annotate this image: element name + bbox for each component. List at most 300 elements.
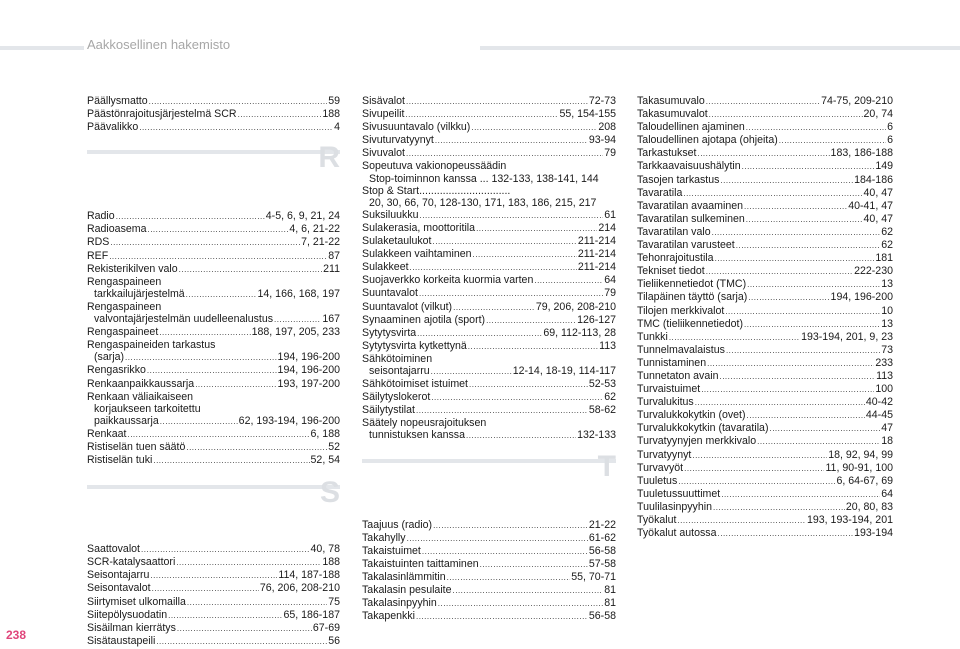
- index-term: paikkaussarja: [94, 414, 159, 427]
- page-reference: 62: [604, 391, 616, 404]
- dot-leader: [669, 332, 800, 344]
- page-reference: 10: [881, 304, 893, 317]
- index-entry-line: [362, 209, 616, 222]
- index-entry-line: [637, 501, 893, 514]
- dot-leader: [453, 585, 604, 597]
- index-term: tarkkailujärjestelmä: [94, 287, 185, 300]
- index-entry-line: [637, 265, 893, 278]
- dot-leader: [692, 450, 827, 462]
- index-entry: [87, 635, 340, 648]
- dot-leader: [683, 188, 862, 200]
- index-entry-line: [87, 569, 340, 582]
- index-entry: [637, 475, 893, 488]
- index-term: Radio: [87, 210, 115, 223]
- index-term: Säilytyslokerot: [362, 391, 431, 404]
- index-term: Tilapäinen täyttö (sarja): [637, 291, 748, 304]
- index-entry-line: [87, 263, 340, 276]
- dot-leader: [110, 237, 300, 249]
- index-term: korjaukseen tarkoitettu: [94, 402, 201, 415]
- index-term: Tavaratilan varusteet: [637, 239, 735, 252]
- index-entry-line: [362, 545, 616, 558]
- index-entry-line: [362, 274, 616, 287]
- index-entry-line: [362, 160, 616, 172]
- index-term: Tunnelmavalaistus: [637, 343, 725, 356]
- page-reference: 62: [881, 225, 893, 238]
- dot-leader: [160, 416, 238, 428]
- page-reference: 62, 193-194, 196-200: [238, 414, 340, 427]
- page-reference: 113: [876, 369, 893, 382]
- dot-leader: [186, 442, 327, 454]
- index-entry: [637, 121, 893, 134]
- dot-leader: [744, 319, 880, 331]
- index-entry-line: [87, 339, 340, 351]
- dot-leader: [422, 546, 588, 558]
- index-entry: [637, 239, 893, 252]
- index-entry-line: [362, 185, 616, 197]
- index-entry-line: [362, 95, 616, 108]
- header-rule-right: [480, 46, 960, 50]
- page-reference: 11, 90-91, 100: [825, 461, 893, 474]
- index-entry-line: [362, 519, 616, 532]
- index-entry: [362, 378, 616, 391]
- index-entry-line: [87, 391, 340, 403]
- index-term: Turvavyöt: [637, 461, 684, 474]
- index-term: Radioasema: [87, 223, 147, 236]
- dot-leader: [466, 430, 576, 442]
- dot-leader: [712, 227, 881, 239]
- page-reference: 79: [604, 287, 616, 300]
- page-reference: 93-94: [588, 134, 616, 147]
- index-term: (sarja): [94, 351, 125, 364]
- index-entry: [362, 314, 616, 327]
- dot-leader: [721, 489, 880, 501]
- index-entry: [362, 160, 616, 184]
- dot-leader: [179, 264, 322, 276]
- dot-leader: [127, 429, 309, 441]
- index-entry: [637, 357, 893, 370]
- index-entry-line: [637, 488, 893, 501]
- dot-leader: [406, 148, 603, 160]
- page-reference: 188: [322, 108, 340, 121]
- dot-leader: [471, 122, 597, 134]
- index-term: Siirtymiset ulkomailla: [87, 595, 186, 608]
- page-reference: 6: [887, 134, 893, 147]
- dot-leader: [453, 302, 535, 314]
- index-entry: [362, 610, 616, 623]
- index-entry: [637, 200, 893, 213]
- index-entry-line: [637, 174, 893, 187]
- index-entry-line: [362, 391, 616, 404]
- dot-leader: [125, 352, 277, 364]
- index-term: Renkaat: [87, 427, 127, 440]
- index-term: Takaistuinten taittaminen: [362, 557, 479, 570]
- letter-separator: [362, 449, 616, 509]
- dot-leader: [416, 611, 588, 623]
- dot-leader: [678, 476, 835, 488]
- dot-leader: [779, 135, 886, 147]
- index-entry-line: [637, 435, 893, 448]
- index-term: Tavaratilan valo: [637, 225, 711, 238]
- index-entry-line: [637, 305, 893, 318]
- index-entry: [87, 339, 340, 364]
- index-entry-line: [87, 428, 340, 441]
- dot-leader: [159, 327, 250, 339]
- index-entry-line: [637, 252, 893, 265]
- index-term: Tilojen merkkivalot: [637, 304, 725, 317]
- index-entry-line: [637, 213, 893, 226]
- index-entry: [87, 609, 340, 622]
- page-reference: 81: [604, 584, 616, 596]
- section-letter: R: [318, 141, 340, 175]
- separator-rule: [87, 150, 340, 154]
- page-reference: 40-42: [865, 396, 893, 409]
- index-term: Sytytysvirta kytkettynä: [362, 339, 467, 352]
- index-entry: [637, 265, 893, 278]
- dot-leader: [116, 211, 265, 223]
- index-term: Siitepölysuodatin: [87, 608, 168, 621]
- index-entry-line: [637, 278, 893, 291]
- dot-leader: [720, 175, 853, 187]
- section-title: Aakkosellinen hakemisto: [87, 37, 231, 52]
- dot-leader: [177, 623, 312, 635]
- page-reference: 194, 196-200: [277, 364, 340, 377]
- index-term: Tuuletus: [637, 474, 678, 487]
- index-entry: [87, 378, 340, 391]
- index-term: Tehonrajoitustila: [637, 252, 714, 265]
- index-entry: [362, 340, 616, 353]
- index-entry: [362, 404, 616, 417]
- index-term: Sisävalot: [362, 95, 405, 107]
- page-reference: 188: [322, 556, 340, 569]
- index-term: Säilytystilat: [362, 404, 415, 417]
- page-reference: 52, 54: [310, 454, 340, 467]
- index-entry: [637, 331, 893, 344]
- index-term: Tavaratilan sulkeminen: [637, 212, 745, 225]
- index-term: Turvatyynyt: [637, 448, 692, 461]
- page-reference: 211-214: [577, 235, 616, 248]
- index-term: Ristiselän tuen säätö: [87, 440, 186, 453]
- page-reference: 6: [887, 121, 893, 134]
- page-reference: 21-22: [588, 518, 616, 531]
- page-reference: 73: [881, 343, 893, 356]
- page-reference: 194, 196-200: [830, 291, 893, 304]
- index-entry-line: [362, 261, 616, 274]
- dot-leader: [718, 528, 854, 540]
- dot-leader: [709, 109, 863, 121]
- dot-leader: [476, 223, 597, 235]
- page-reference: 56-58: [588, 610, 616, 623]
- index-term: Sivupeilit: [362, 108, 405, 121]
- dot-leader: [156, 636, 327, 648]
- index-entry: [362, 571, 616, 584]
- index-term: Sopeutuva vakionopeussäädin: [362, 160, 507, 173]
- index-entry: [362, 95, 616, 108]
- index-entry-line: [637, 422, 893, 435]
- index-term: Tuulilasinpyyhin: [637, 500, 712, 513]
- index-entry-line: [87, 223, 340, 236]
- page-reference: 44-45: [865, 409, 893, 422]
- index-entry-line: [362, 340, 616, 353]
- dot-leader: [769, 423, 880, 435]
- page-reference: 52-53: [588, 378, 616, 391]
- index-term: Turvalukkokytkin (tavaratila): [637, 422, 769, 435]
- dot-leader: [150, 570, 277, 582]
- dot-leader: [742, 161, 875, 173]
- index-term: SCR-katalysaattori: [87, 556, 176, 569]
- page-reference: 47: [881, 422, 893, 435]
- index-entry-line: [637, 370, 893, 383]
- dot-leader: [420, 210, 604, 222]
- index-entry-line: [637, 449, 893, 462]
- dot-leader: [746, 214, 863, 226]
- index-entry-line: [362, 301, 616, 314]
- index-entry: [87, 95, 340, 108]
- index-term: Tasojen tarkastus: [637, 173, 720, 186]
- index-entry: [637, 370, 893, 383]
- page-reference: 72-73: [588, 95, 616, 107]
- index-entry: [637, 160, 893, 173]
- dot-leader: [473, 249, 577, 261]
- index-entry: [637, 134, 893, 147]
- dot-leader: [416, 405, 588, 417]
- index-term: Rengaspaineen: [87, 275, 162, 288]
- page-reference: 87: [328, 249, 340, 262]
- dot-leader: [725, 306, 880, 318]
- index-entry: [87, 108, 340, 121]
- index-entry: [637, 213, 893, 226]
- index-entry: [637, 291, 893, 304]
- index-term: seisontajarru: [369, 364, 430, 377]
- dot-leader: [744, 201, 847, 213]
- index-entry-line: [637, 409, 893, 422]
- dot-leader: [736, 240, 880, 252]
- index-term: Takalasinlämmitin: [362, 570, 446, 583]
- page-reference: 56-58: [588, 544, 616, 557]
- index-term: Takasumuvalot: [637, 108, 708, 121]
- page-reference: 79: [604, 147, 616, 160]
- index-term: Turvatyynyjen merkkivalo: [637, 435, 757, 448]
- index-term: Työkalut: [637, 514, 677, 526]
- index-term: Päävalikko: [87, 121, 139, 134]
- index-entry-line: [87, 288, 340, 301]
- index-entry-line: [87, 313, 340, 326]
- index-entry-line: [362, 404, 616, 417]
- index-entry-line: [362, 571, 616, 584]
- index-term: Takahylly: [362, 531, 406, 544]
- index-entry-line: [637, 147, 893, 160]
- index-entry: [637, 278, 893, 291]
- page-reference: 211: [323, 262, 340, 275]
- index-entry: [87, 236, 340, 249]
- index-entry-line: [87, 582, 340, 595]
- index-entry-line: [362, 558, 616, 571]
- separator-rule: [87, 485, 340, 489]
- index-entry-line: [87, 441, 340, 454]
- index-term: Taloudellinen ajaminen: [637, 121, 745, 134]
- dot-leader: [447, 572, 571, 584]
- page-reference: 64: [604, 274, 616, 287]
- index-entry-line: [87, 351, 340, 364]
- dot-leader: [195, 379, 276, 391]
- index-term: Rengaspaineen: [87, 300, 162, 313]
- index-term: Sisäilman kierrätys: [87, 621, 176, 634]
- page-reference: 55, 70-71: [571, 570, 616, 583]
- dot-leader: [431, 392, 603, 404]
- index-term: Rengaspaineiden tarkastus: [87, 339, 216, 352]
- index-term: Tekniset tiedot: [637, 265, 705, 278]
- dot-leader: [707, 358, 874, 370]
- index-term: Sähkötoiminen: [362, 352, 433, 365]
- index-entry: [362, 222, 616, 235]
- dot-leader: [469, 379, 588, 391]
- index-entry: [87, 276, 340, 301]
- index-entry-line: [362, 287, 616, 300]
- index-term: Päällysmatto: [87, 95, 148, 107]
- index-term: Takasumuvalo: [637, 95, 705, 107]
- index-entry-line: [637, 357, 893, 370]
- index-term: Tuuletussuuttimet: [637, 487, 721, 500]
- index-entry-line: [637, 187, 893, 200]
- index-term: Taajuus (radio): [362, 518, 433, 531]
- index-entry: [637, 527, 893, 540]
- index-entry: [362, 248, 616, 261]
- dot-leader: [238, 109, 322, 121]
- index-entry-line: [362, 222, 616, 235]
- index-entry: [362, 532, 616, 545]
- page-reference: 40, 78: [310, 543, 340, 556]
- dot-leader: [274, 314, 321, 326]
- index-entry-line: [362, 429, 616, 442]
- index-entry: [362, 287, 616, 300]
- index-entry-line: [362, 108, 616, 121]
- dot-leader: [757, 436, 880, 448]
- page-reference: 4: [334, 121, 340, 134]
- index-term: Sulaketaulukot: [362, 235, 432, 248]
- index-entry-line: [87, 236, 340, 249]
- index-entry-line: [637, 226, 893, 239]
- index-entry: [87, 596, 340, 609]
- index-entry: [637, 187, 893, 200]
- dot-leader: [534, 275, 603, 287]
- index-entry-line: [362, 532, 616, 545]
- index-entry-line: [362, 134, 616, 147]
- index-entry: [362, 147, 616, 160]
- dot-leader: [407, 533, 588, 545]
- index-entry: [87, 622, 340, 635]
- separator-rule: [362, 459, 616, 463]
- page-reference: 126-127: [577, 313, 616, 326]
- index-entry: [637, 396, 893, 409]
- page-reference: 193-194, 201, 9, 23: [801, 330, 893, 343]
- index-entry: [362, 121, 616, 134]
- index-entry-line: [362, 248, 616, 261]
- index-entry-line: [362, 235, 616, 248]
- page-reference: 69, 112-113, 28: [543, 326, 616, 339]
- index-entry-line: [362, 584, 616, 597]
- dot-leader: [695, 397, 865, 409]
- page-reference: 81: [604, 597, 616, 610]
- index-entry: [637, 108, 893, 121]
- index-entry: [87, 582, 340, 595]
- index-entry: [637, 422, 893, 435]
- index-entry-line: [637, 108, 893, 121]
- dot-leader: [748, 292, 829, 304]
- page-reference: 62: [881, 239, 893, 252]
- index-term: Sivuvalot: [362, 147, 405, 160]
- index-entry: [87, 543, 340, 556]
- index-term: Seisontajarru: [87, 569, 150, 582]
- index-term: Suuntavalot (vilkut): [362, 300, 453, 313]
- index-term: Rengasrikko: [87, 364, 146, 377]
- index-entry: [87, 391, 340, 428]
- index-entry: [637, 318, 893, 331]
- index-entry-line: [87, 403, 340, 415]
- dot-leader: [139, 122, 333, 134]
- index-entry-line: [637, 344, 893, 357]
- page-reference: 75: [328, 595, 340, 608]
- page-reference: 65, 186-187: [283, 608, 340, 621]
- page-reference: 6, 188: [310, 427, 340, 440]
- page-reference: 67-69: [312, 621, 340, 634]
- page-reference: 208: [598, 121, 616, 134]
- page-reference: 211-214: [577, 248, 616, 261]
- dot-leader: [176, 557, 321, 569]
- index-entry-line: [87, 364, 340, 377]
- dot-leader: [706, 96, 820, 108]
- dot-leader: [147, 224, 288, 236]
- index-entry-line: [87, 95, 340, 108]
- index-entry: [362, 134, 616, 147]
- index-entry: [362, 185, 616, 209]
- index-term: 20, 30, 66, 70, 128-130, 171, 183, 186, 215, 217: [369, 196, 597, 209]
- dot-leader: [480, 559, 588, 571]
- index-entry-line: [362, 417, 616, 429]
- index-entry-line: [87, 635, 340, 648]
- page-reference: 183, 186-188: [830, 147, 893, 160]
- index-entry-line: [87, 622, 340, 635]
- index-entry-line: [87, 543, 340, 556]
- index-term: Päästönrajoitusjärjestelmä SCR: [87, 108, 237, 121]
- page-reference: 149: [875, 160, 893, 173]
- dot-leader: [726, 345, 880, 357]
- page-reference: 233: [875, 356, 893, 369]
- dot-leader: [486, 315, 576, 327]
- page-reference: 76, 206, 208-210: [259, 582, 340, 595]
- letter-separator: [87, 476, 340, 535]
- page-reference: 56: [328, 634, 340, 647]
- page-reference: 20, 74: [863, 108, 893, 121]
- page-reference: 4, 6, 21-22: [289, 223, 340, 236]
- index-column-3: [637, 95, 893, 540]
- index-entry: [362, 597, 616, 610]
- dot-leader: [468, 341, 598, 353]
- index-entry: [637, 252, 893, 265]
- index-term: Sulakkeen vaihtaminen: [362, 248, 472, 261]
- dot-leader: [109, 251, 327, 263]
- page-reference: 13: [881, 317, 893, 330]
- index-entry-line: [362, 610, 616, 623]
- index-entry-line: [637, 331, 893, 344]
- page-reference: 40, 47: [863, 212, 893, 225]
- index-term: Takalasinpyyhin: [362, 597, 437, 610]
- dot-leader: [419, 288, 603, 300]
- dot-leader: [697, 148, 829, 160]
- dot-leader: [715, 253, 875, 265]
- dot-leader: [187, 597, 327, 609]
- index-entry: [362, 261, 616, 274]
- page-reference: 194, 196-200: [277, 351, 340, 364]
- index-entry-line: [637, 318, 893, 331]
